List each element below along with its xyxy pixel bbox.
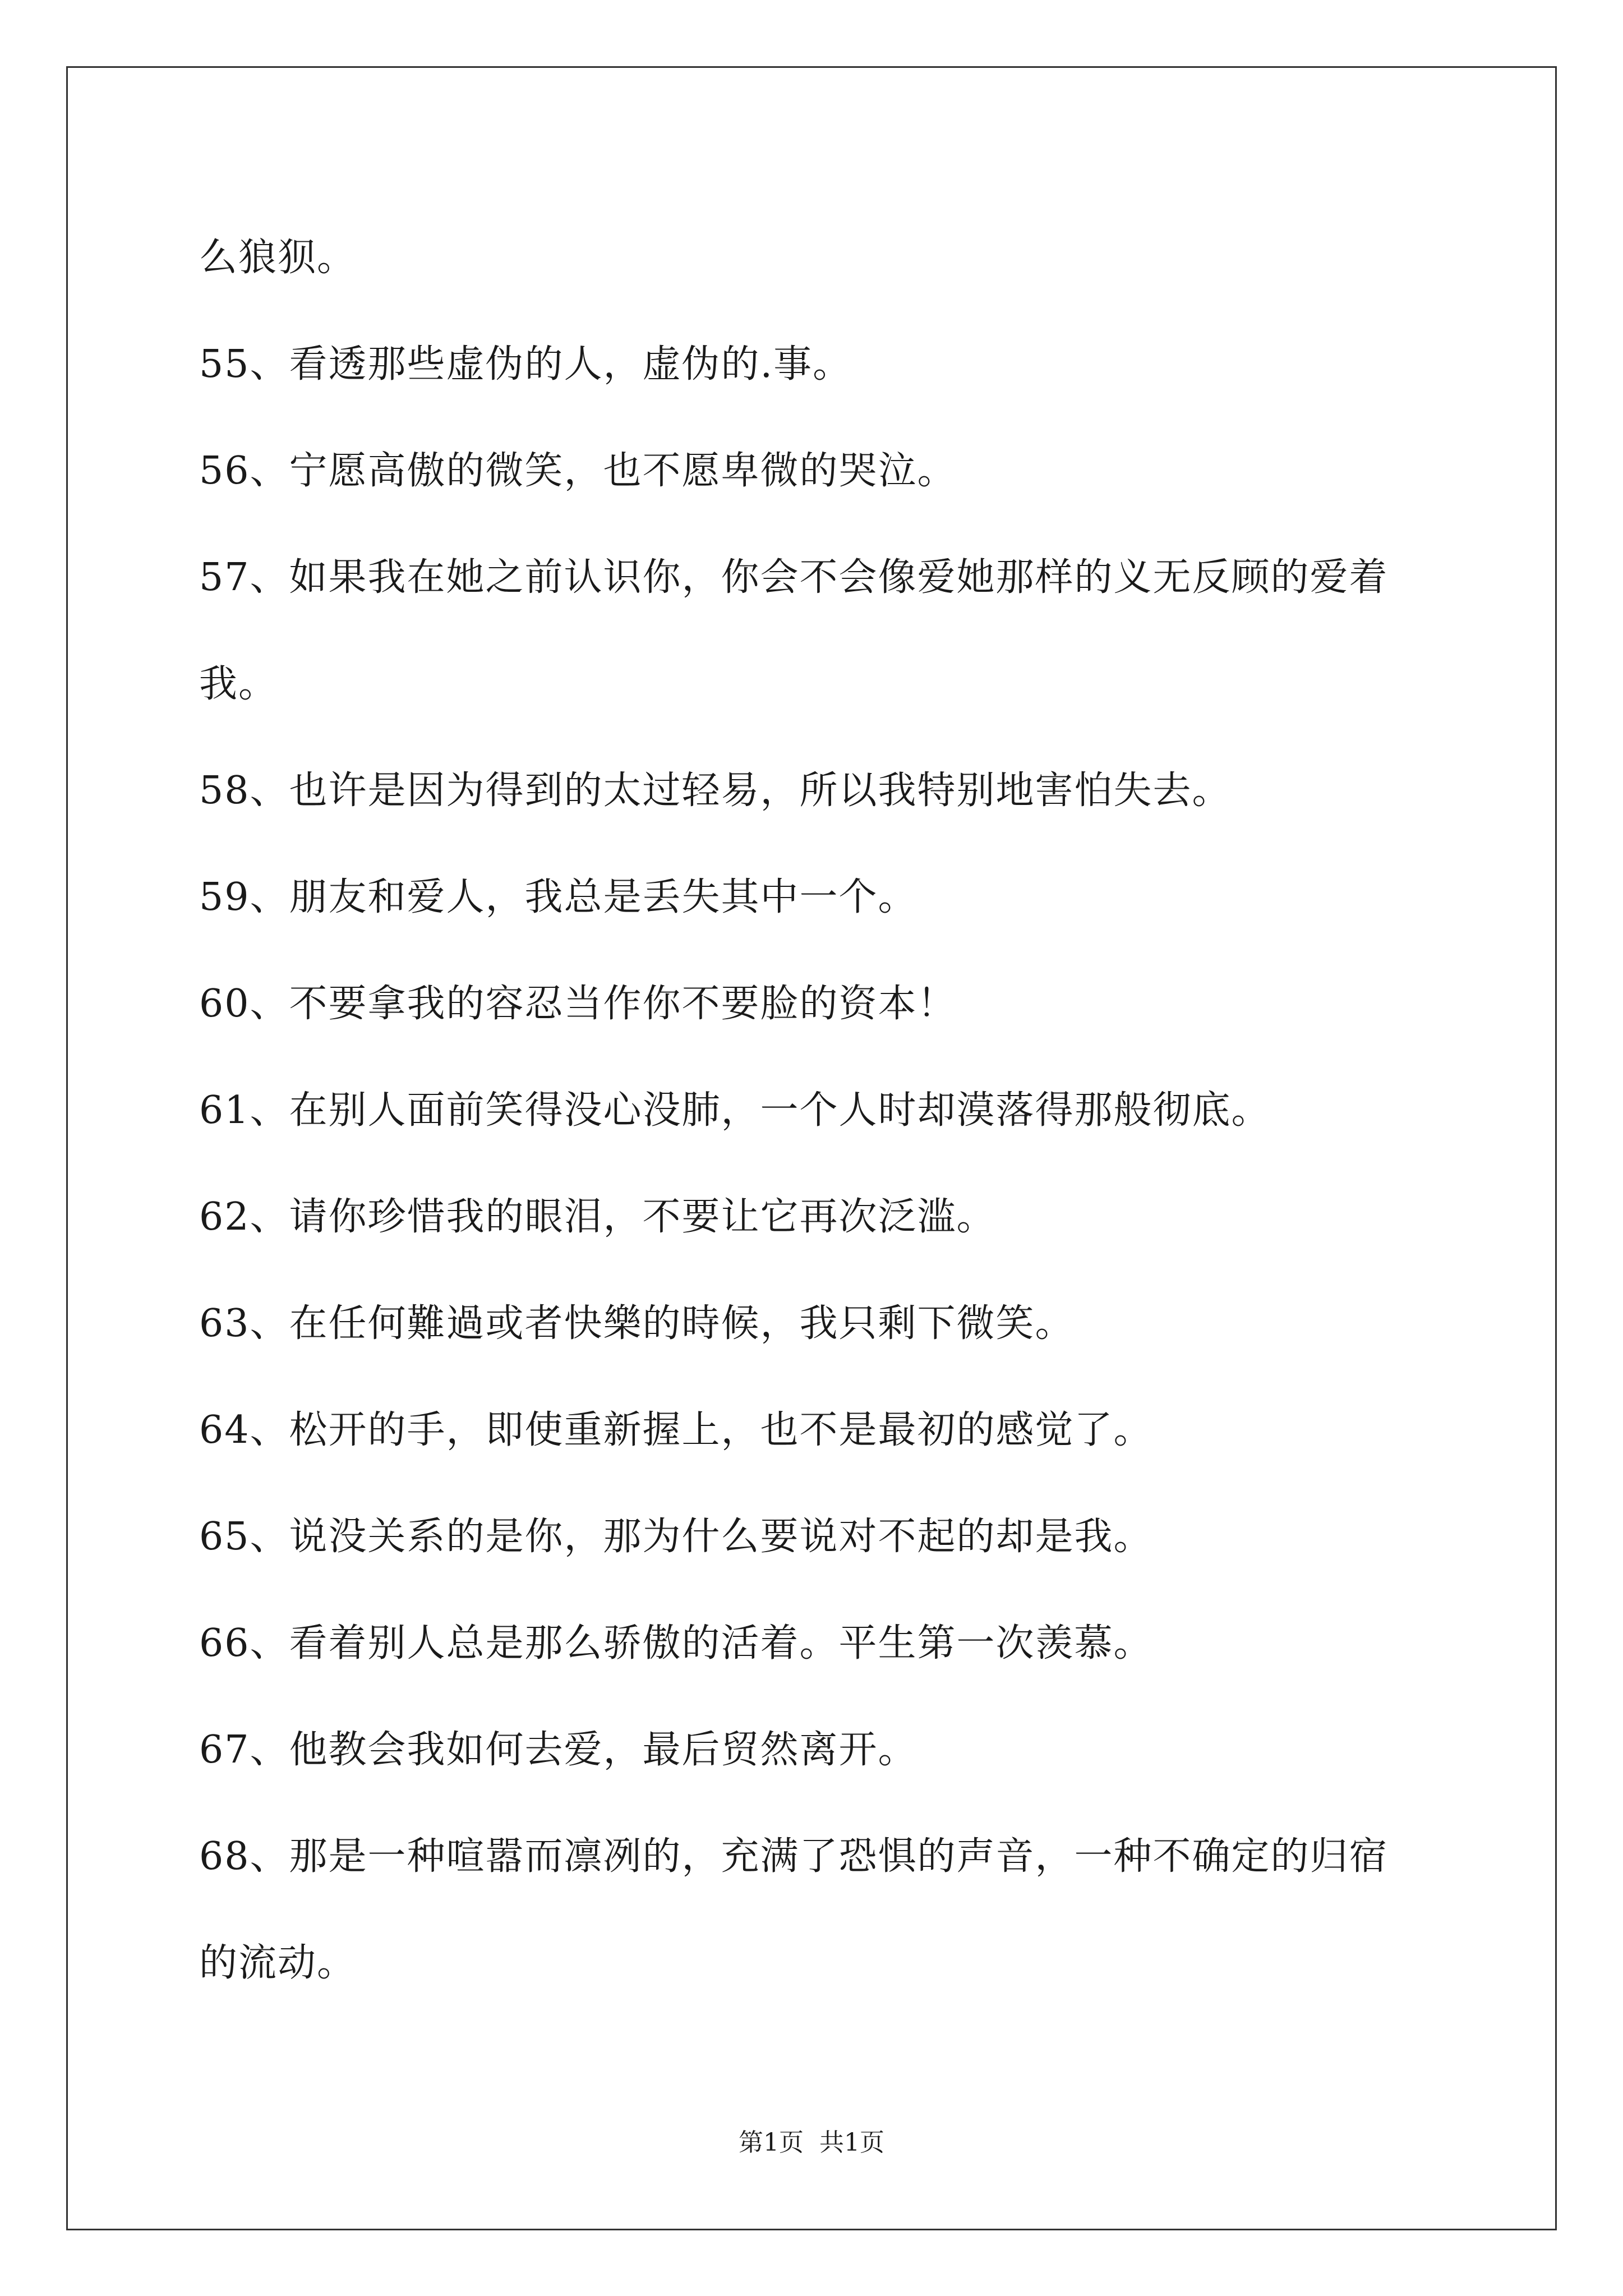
text-line: 66、看着别人总是那么骄傲的活着。平生第一次羡慕。 [199,1621,1153,1665]
text-line: 68、那是一种喧嚣而凛冽的，充满了恐惧的声音，一种不确定的归宿 [199,1834,1389,1879]
page-footer: 第1页 共1页 [739,2128,884,2157]
text-line: 么狼狈。 [199,236,357,280]
text-line: 59、朋友和爱人，我总是丢失其中一个。 [199,875,917,919]
document-body [199,205,1461,2017]
text-line: 56、宁愿高傲的微笑，也不愿卑微的哭泣。 [199,449,957,493]
text-line: 57、如果我在她之前认识你，你会不会像爱她那样的义无反顾的爱着 [199,555,1389,600]
text-line: 63、在任何難過或者快樂的時候，我只剩下微笑。 [199,1301,1075,1346]
text-line: 61、在别人面前笑得没心没肺，一个人时却漠落得那般彻底。 [199,1088,1271,1133]
text-line: 65、说没关系的是你，那为什么要说对不起的却是我。 [199,1515,1153,1559]
text-line: 的流动。 [199,1941,357,1985]
text-line: 60、不要拿我的容忍当作你不要脸的资本！ [199,982,957,1026]
text-line: 我。 [199,662,278,706]
text-line: 67、他教会我如何去爱，最后贸然离开。 [199,1728,917,1772]
text-line: 55、看透那些虚伪的人，虚伪的.事。 [199,342,852,386]
text-line: 58、也许是因为得到的太过轻易，所以我特别地害怕失去。 [199,769,1232,813]
text-line: 62、请你珍惜我的眼泪，不要让它再次泛滥。 [199,1195,996,1239]
text-line: 64、松开的手，即使重新握上，也不是最初的感觉了。 [199,1408,1153,1452]
